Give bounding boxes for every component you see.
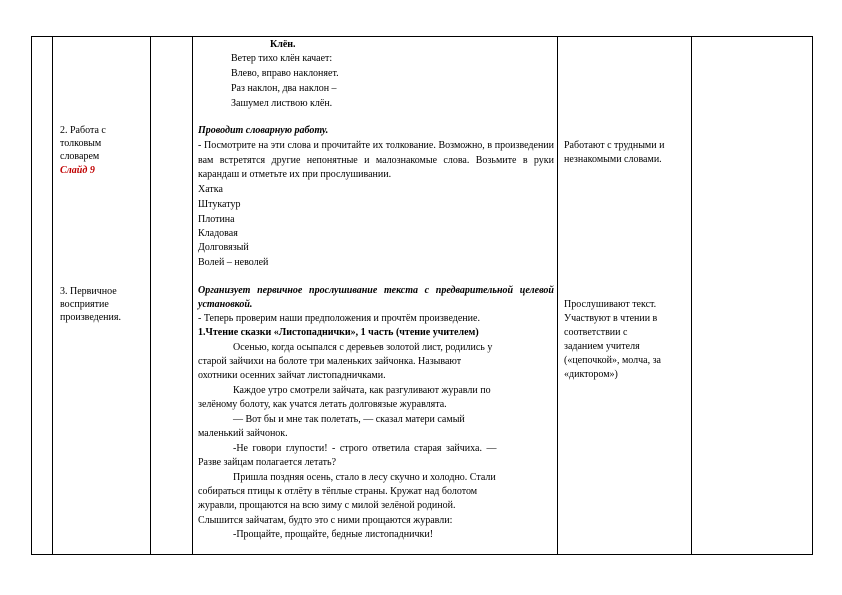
- story-line: -Не говори глупости! - строго ответила старая зайчиха. —: [233, 443, 497, 454]
- table-col-border: [150, 36, 151, 555]
- story-line: собираться птицы к отлёту в тёплые страны. Кружат над болотом: [198, 486, 478, 497]
- story-line: -Прощайте, прощайте, бедные листопаднички!: [233, 529, 434, 540]
- vocabulary-word: Плотина: [198, 214, 235, 225]
- student-activity: соответствии с: [564, 327, 628, 338]
- poem-line: Зашумел листвою клён.: [231, 98, 333, 109]
- teacher-instruction: - Посмотрите на эти слова и прочитайте их толкование. Возможно, в произведении вам встретятся другие непонятные и малознакомые слова. Возьмите в руки карандаш и отметьте их при прослушивании.: [198, 140, 554, 180]
- vocabulary-word: Долговязый: [198, 242, 249, 253]
- story-line: Разве зайцам полагается летать?: [198, 457, 337, 468]
- table-bottom-border: [31, 554, 812, 555]
- student-activity: Прослушивают текст.: [564, 299, 657, 310]
- stage-title: восприятие: [60, 299, 109, 310]
- slide-label: Слайд 9: [60, 165, 95, 176]
- story-line: журавли, прощаются на всю зиму с милой зелёной родиной.: [198, 500, 456, 511]
- table-top-border: [31, 36, 812, 37]
- student-activity: Работают с трудными и: [564, 140, 665, 151]
- student-activity: незнакомыми словами.: [564, 154, 662, 165]
- story-line: зелёному болоту, как учатся летать долговязые журавлята.: [198, 399, 447, 410]
- story-line: охотники осенних зайчат листопадничками.: [198, 370, 386, 381]
- stage-title: толковым: [60, 138, 102, 149]
- poem-line: Влево, вправо наклоняет.: [231, 68, 339, 79]
- vocabulary-word: Кладовая: [198, 228, 238, 239]
- vocabulary-word: Волей – неволей: [198, 257, 269, 268]
- table-col-border: [52, 36, 53, 555]
- table-col-border: [691, 36, 692, 555]
- vocabulary-word: Штукатур: [198, 199, 241, 210]
- story-line: Пришла поздняя осень, стало в лесу скучно и холодно. Стали: [233, 472, 496, 483]
- teacher-action-heading: Организует первичное прослушивание текста с предварительной целевой установкой.: [198, 285, 554, 310]
- stage-title: 3. Первичное: [60, 286, 117, 297]
- stage-title: словарем: [60, 151, 100, 162]
- table-col-border: [812, 36, 813, 555]
- student-activity: заданием учителя: [564, 341, 640, 352]
- story-line: Каждое утро смотрели зайчата, как разгуливают журавли по: [233, 385, 491, 396]
- poem-line: Раз наклон, два наклон –: [231, 83, 337, 94]
- teacher-instruction: - Теперь проверим наши предположения и прочтём произведение.: [198, 313, 480, 324]
- table-col-border: [192, 36, 193, 555]
- table-col-border: [31, 36, 32, 555]
- story-line: Осенью, когда осыпался с деревьев золотой лист, родились у: [233, 342, 493, 353]
- story-line: маленький зайчонок.: [198, 428, 288, 439]
- teacher-action-heading: Проводит словарную работу.: [198, 125, 329, 136]
- story-line: Слышится зайчатам, будто это с ними прощаются журавли:: [198, 515, 453, 526]
- story-line: — Вот бы и мне так полетать, — сказал матери самый: [233, 414, 465, 425]
- reading-title: 1.Чтение сказки «Листопаднички», 1 часть (чтение учителем): [198, 327, 479, 338]
- student-activity: Участвуют в чтении в: [564, 313, 658, 324]
- stage-title: произведения.: [60, 312, 121, 323]
- table-col-border: [557, 36, 558, 555]
- student-activity: «диктором»): [564, 369, 618, 380]
- poem-line: Ветер тихо клён качает:: [231, 53, 333, 64]
- vocabulary-word: Хатка: [198, 184, 223, 195]
- story-line: старой зайчихи на болоте три маленьких зайчонка. Называют: [198, 356, 462, 367]
- stage-title: 2. Работа с: [60, 125, 106, 136]
- poem-title: Клён.: [270, 39, 296, 50]
- student-activity: («цепочкой», молча, за: [564, 355, 661, 366]
